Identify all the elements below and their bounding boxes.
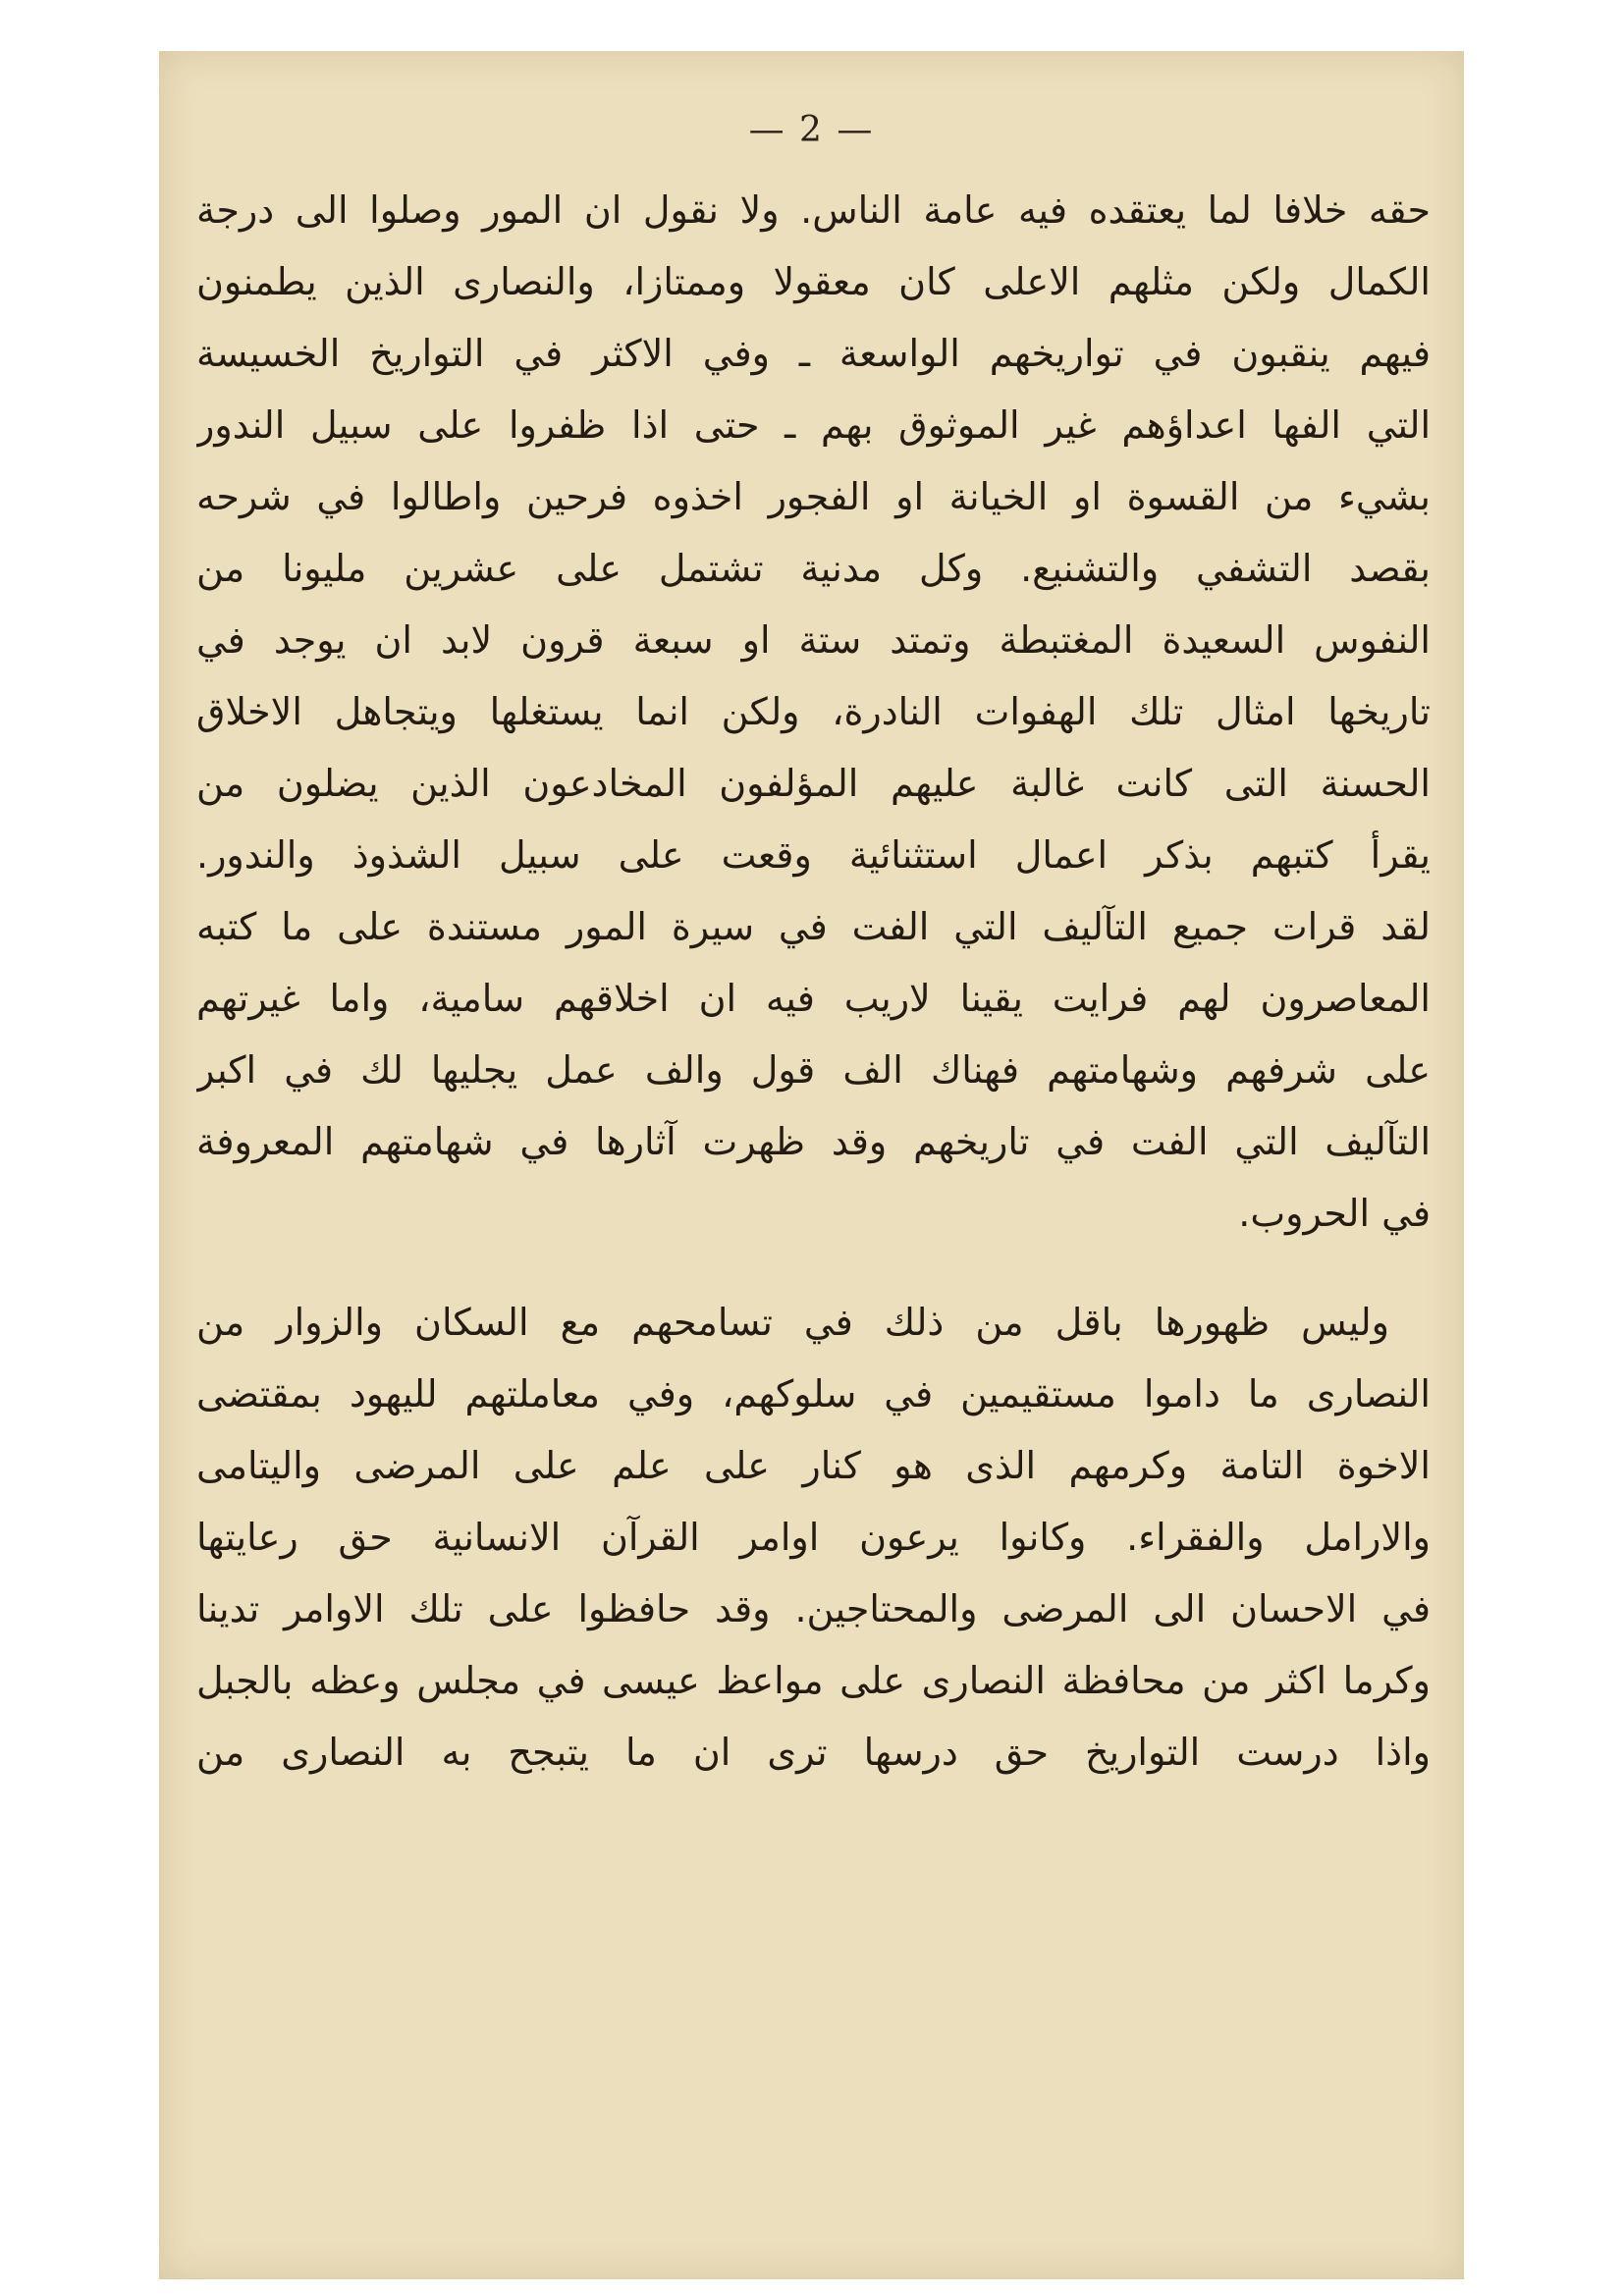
text-line: المعاصرون لهم فرايت يقينا لاريب فيه ان اخلاقهم سامية، واما غيرتهم [196, 977, 1431, 1020]
text-line: وكرما اكثر من محافظة النصارى على مواعظ عيسى في مجلس وعظه بالجبل [196, 1659, 1431, 1702]
text-line: يقرأ كتبهم بذكر اعمال استثنائية وقعت على سبيل الشذوذ والندور. [196, 833, 1431, 877]
text-line: حقه خلافا لما يعتقده فيه عامة الناس. ولا نقول ان المور وصلوا الى درجة [196, 188, 1431, 232]
text-line: الاخوة التامة وكرمهم الذى هو كنار على علم على المرضى واليتامى [196, 1444, 1431, 1487]
body-text [196, 175, 1431, 1789]
text-line: وليس ظهورها باقل من ذلك في تسامحهم مع السكان والزوار من [196, 1301, 1389, 1344]
text-line: بشيء من القسوة او الخيانة او الفجور اخذوه فرحين واطالوا في شرحه [196, 475, 1431, 518]
text-line: على شرفهم وشهامتهم فهناك الف قول والف عمل يجليها لك في اكبر [196, 1048, 1431, 1092]
text-line: تاريخها امثال تلك الهفوات النادرة، ولكن انما يستغلها ويتجاهل الاخلاق [196, 690, 1431, 733]
text-line: والارامل والفقراء. وكانوا يرعون اوامر القرآن الانسانية حق رعايتها [196, 1516, 1431, 1559]
text-line: في الاحسان الى المرضى والمحتاجين. وقد حافظوا على تلك الاوامر تدينا [196, 1587, 1431, 1630]
text-line: الكمال ولكن مثلهم الاعلى كان معقولا وممتازا، والنصارى الذين يطمنون [196, 260, 1431, 303]
paragraph-gap [196, 1250, 1431, 1287]
text-line: بقصد التشفي والتشنيع. وكل مدنية تشتمل على عشرين مليونا من [196, 547, 1431, 590]
text-line: النفوس السعيدة المغتبطة وتمتد ستة او سبعة قرون لابد ان يوجد في [196, 618, 1431, 662]
text-line: النصارى ما داموا مستقيمين في سلوكهم، وفي معاملتهم لليهود بمقتضى [196, 1372, 1431, 1415]
page-number: — 2 — [748, 110, 875, 150]
text-line: التآليف التي الفت في تاريخهم وقد ظهرت آثارها في شهامتهم المعروفة [196, 1120, 1431, 1163]
paragraph-2 [196, 1287, 1431, 1789]
book-page [159, 51, 1464, 2279]
text-line: واذا درست التواريخ حق درسها ترى ان ما يتبجح به النصارى من [196, 1731, 1431, 1774]
text-line: لقد قرات جميع التآليف التي الفت في سيرة المور مستندة على ما كتبه [196, 905, 1431, 948]
paragraph-1 [196, 175, 1431, 1250]
text-line: في الحروب. [1238, 1192, 1431, 1235]
text-line: فيهم ينقبون في تواريخهم الواسعة ـ وفي الاكثر في التواريخ الخسيسة [196, 332, 1431, 375]
text-line: التي الفها اعداؤهم غير الموثوق بهم ـ حتى اذا ظفروا على سبيل الندور [196, 403, 1431, 447]
text-line: الحسنة التى كانت غالبة عليهم المؤلفون المخادعون الذين يضلون من [196, 762, 1431, 805]
